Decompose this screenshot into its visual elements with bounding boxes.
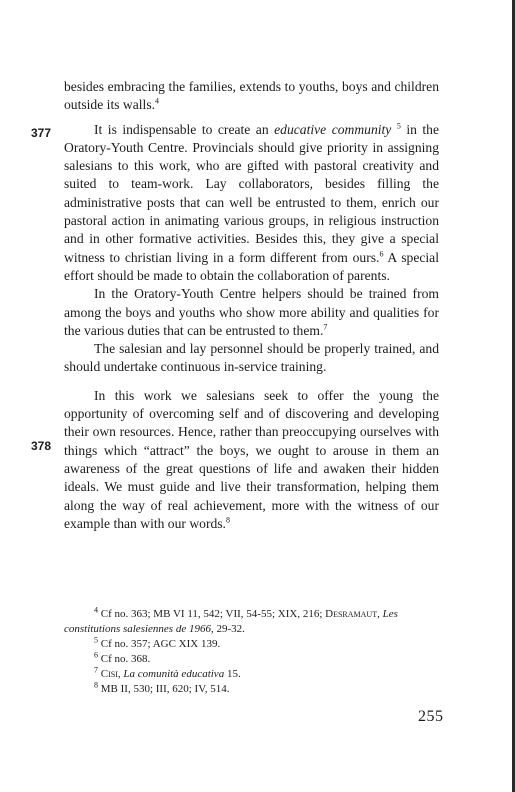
text-run: 15. xyxy=(224,668,241,680)
paragraph xyxy=(64,121,439,286)
text-run: Cisi xyxy=(100,668,118,680)
text-run: Cf no. 368. xyxy=(100,653,151,665)
intro-paragraph xyxy=(64,78,439,115)
text-run: In this work we salesians seek to offer the young the opportunity of overcoming self and of discovering and developing their own resources. Hence, rather than preoccupying ourselves with things which “attract” the boys, we ought to arouse in them an awareness of the great questions of life and awaken their hidden ideals. We must guide and live their transformation, helping them along the way of real achievement, more with the witness of our example than with our words. xyxy=(64,387,439,531)
footnote xyxy=(64,607,444,637)
section-number: 378 xyxy=(31,439,52,453)
footnote xyxy=(64,637,444,652)
text-run: Cf no. 363; MB VI 11, 542; VII, 54-55; XIX, 216; xyxy=(100,608,326,620)
section-number: 377 xyxy=(31,126,52,140)
note-ref: 8 xyxy=(225,515,230,525)
footnotes xyxy=(64,607,444,697)
text-run: Desramaut xyxy=(325,608,378,620)
intro-text: besides embracing the families, extends to youths, boys and children outside its walls. xyxy=(64,79,439,113)
text-run: , xyxy=(377,608,383,620)
text-run: , xyxy=(117,668,124,680)
note-ref: 5 xyxy=(396,121,401,131)
note-ref: 7 xyxy=(323,322,328,332)
page-number: 255 xyxy=(418,708,444,725)
text-run: It is indispensable to create an xyxy=(94,121,275,137)
paragraph xyxy=(64,340,439,377)
sections xyxy=(64,121,439,534)
footnote-mark: 7 xyxy=(94,665,98,675)
text-run: educative community xyxy=(274,121,392,137)
footnote-mark: 6 xyxy=(94,650,98,660)
footnote-mark: 4 xyxy=(94,605,98,615)
text-run: In the Oratory-Youth Centre helpers should be trained from among the boys and youths who show more ability and qualities for the various duties that can be entrusted to them. xyxy=(64,286,439,338)
text-run: , 29-32. xyxy=(210,623,245,635)
text-run: in the Oratory-Youth Centre. Provincials should give priority in assigning salesians to this work, who are gifted with pastoral creativity and suited to team-work. Lay collaborators, besides filling the administrative posts that can well be entrusted to them, enrich our pastoral action in animating various groups, in religious instruction and in other formative activities. Besides this, they give a special witness to christian living in a form different from ours. xyxy=(64,121,439,265)
text-run: The salesian and lay personnel should be properly trained, and should undertake continuous in-service training. xyxy=(64,341,439,375)
main-text xyxy=(64,78,439,533)
paragraph xyxy=(64,387,439,533)
text-run: A special effort should be made to obtain the collaboration of parents. xyxy=(64,249,439,283)
footnote xyxy=(64,652,444,667)
footnote-mark: 8 xyxy=(94,680,98,690)
footnote xyxy=(64,667,444,682)
footnote xyxy=(64,682,444,697)
text-run: Les constitutions salesiennes de 1966 xyxy=(64,608,398,635)
paragraph xyxy=(64,285,439,340)
text-run: MB II, 530; III, 620; IV, 514. xyxy=(100,683,230,695)
text-run: La comunità educativa xyxy=(123,668,225,680)
footnote-mark: 5 xyxy=(94,635,98,645)
note-ref: 6 xyxy=(379,249,384,259)
text-run: Cf no. 357; AGC XIX 139. xyxy=(100,638,221,650)
note-ref: 4 xyxy=(155,96,160,106)
